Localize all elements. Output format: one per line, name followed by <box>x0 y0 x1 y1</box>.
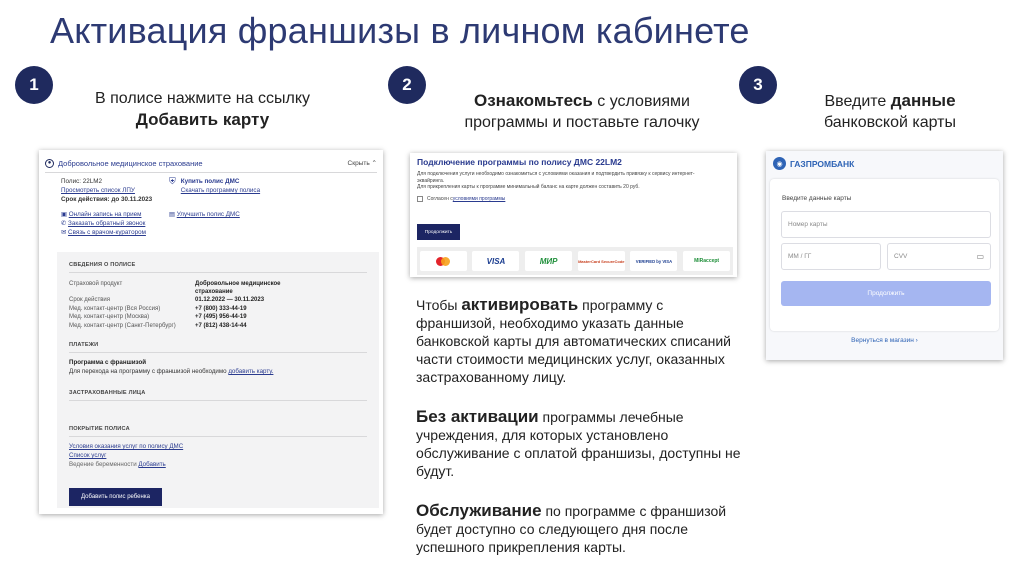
terms-link[interactable]: условиями программы <box>452 196 506 202</box>
improve-policy-link[interactable]: Улучшить полис ДМС <box>176 211 240 218</box>
coverage-links <box>69 442 183 469</box>
step-3-text-2: банковской карты <box>823 114 956 131</box>
buy-policy-link[interactable]: Купить полис ДМС <box>180 178 240 185</box>
franchise-block <box>69 358 273 376</box>
submit-card-button[interactable]: Продолжить <box>781 281 991 306</box>
service-bold: Обслуживание <box>416 501 542 520</box>
step-3-caption <box>790 90 990 133</box>
step-2-text-2: программы и поставьте галочку <box>464 114 700 131</box>
card-form <box>770 179 999 331</box>
online-booking-link[interactable]: Онлайн запись на прием <box>68 211 142 218</box>
step-3-bold: данные <box>890 91 956 110</box>
row-label: Мед. контакт-центр (Москва) <box>69 314 150 320</box>
add-child-policy-button[interactable]: Добавить полис ребенка <box>69 488 162 506</box>
step-3-marker: 3 <box>739 66 777 104</box>
without-activation-bold: Без активации <box>416 407 539 426</box>
franchise-text: Для перехода на программу с франшизой необходимо <box>69 368 229 375</box>
service-note: Обслуживание по программе с франшизой будет доступно со следующего дня после успешного прикрепления карты. <box>416 501 727 555</box>
add-card-link[interactable]: добавить карту. <box>228 368 274 375</box>
step-1-bold: Добавить карту <box>135 110 270 129</box>
phone-icon: ✆ <box>61 220 67 227</box>
program-screenshot <box>410 153 737 277</box>
bank-emblem-icon: ◉ <box>773 157 786 170</box>
chat-icon: ✉ <box>61 229 67 236</box>
policy-header <box>45 157 377 169</box>
card-number-input[interactable]: Номер карты <box>781 211 991 238</box>
verified-by-visa-logo: VERIFIED by VISA <box>630 251 677 271</box>
section-insured: ЗАСТРАХОВАННЫЕ ЛИЦА <box>69 390 146 396</box>
card-entry-screenshot <box>766 151 1003 360</box>
mastercard-securecode-logo: MasterCard SecureCode <box>578 251 625 271</box>
section-policy-info: СВЕДЕНИЯ О ПОЛИСЕ <box>69 262 136 268</box>
policy-header-title: Добровольное медицинское страхование <box>58 158 203 168</box>
callback-link[interactable]: Заказать обратный звонок <box>68 220 146 227</box>
policy-details-panel <box>57 252 379 508</box>
policy-rows <box>69 280 291 330</box>
policy-circle-icon: ● <box>45 159 54 168</box>
pregnancy-label: Ведение беременности <box>69 461 137 468</box>
page-title: Активация франшизы в личном кабинете <box>50 10 750 51</box>
step-2-bold: Ознакомьтесь <box>473 91 593 110</box>
chevron-up-icon: ⌃ <box>371 160 377 167</box>
mastercard-logo <box>420 251 467 271</box>
step-2-text: с условиями <box>592 93 690 110</box>
step-3-text: Введите <box>824 93 891 110</box>
step-2-caption <box>432 90 732 133</box>
row-label: Мед. контакт-центр (Санкт-Петербург) <box>69 322 176 329</box>
row-value: +7 (495) 956-44-19 <box>195 314 247 320</box>
view-clinics-link[interactable]: Просмотреть список ЛПУ <box>61 187 135 194</box>
cvv-input[interactable] <box>887 243 991 270</box>
conditions-link[interactable]: Условия оказания услуг по полису ДМС <box>69 443 184 450</box>
row-label: Страховой продукт <box>69 281 123 287</box>
row-label: Мед. контакт-центр (Вся Россия) <box>69 305 161 312</box>
expiry-input[interactable]: ММ / ГГ <box>781 243 881 270</box>
policy-screenshot <box>39 150 383 514</box>
collapse-button[interactable]: Скрыть ⌃ <box>347 160 377 167</box>
section-coverage: ПОКРЫТИЕ ПОЛИСА <box>69 426 130 432</box>
without-activation-note: Без активации программы лечебные учреждения, для которых установлено обслуживание с оплатой франшизы, доступны не будут. <box>416 407 741 479</box>
bank-name: ГАЗПРОМБАНК <box>790 158 855 169</box>
agree-label: Согласен с <box>427 196 453 202</box>
curator-link[interactable]: Связь с врачом-куратором <box>68 229 146 236</box>
bank-logo <box>773 157 854 170</box>
policy-validity: Срок действия: до 30.11.2023 <box>61 196 153 203</box>
step-1-caption <box>60 88 345 131</box>
mir-logo: МИР <box>525 251 572 271</box>
program-heading: Подключение программы по полису ДМС 22LM2 <box>417 157 622 167</box>
shield-icon: ⛨ <box>169 176 176 186</box>
step-1-text: В полисе нажмите на ссылку <box>94 90 310 107</box>
row-value: Добровольное медицинское страхование <box>195 281 281 295</box>
return-to-shop-link[interactable]: Вернуться в магазин › <box>851 337 918 344</box>
cvv-placeholder: CVV <box>894 253 908 260</box>
payment-logos <box>417 247 733 275</box>
checkbox-icon[interactable] <box>417 196 423 202</box>
activation-note: Чтобы активировать программу с франшизой, необходимо указать данные банковской карты для автоматических списаний части стоимости медицинских услуг, оказанных застрахованному лицу. <box>416 295 731 385</box>
document-icon: ▤ <box>169 211 175 218</box>
policy-number: Полис: 22LM2 <box>61 178 102 185</box>
actions-list <box>61 210 146 237</box>
policy-info <box>61 177 152 204</box>
program-para-1: Для подключения услуги необходимо ознакомиться с условиями оказания и подтвердить привязку к сервису интернет-эквайринга. <box>417 171 695 184</box>
card-form-title: Введите данные карты <box>782 195 852 202</box>
row-label: Срок действия <box>69 297 111 303</box>
program-para-2: Для прикрепления карты к программе минимальный баланс на карте должен составить 20 руб. <box>417 184 640 190</box>
franchise-program: Программа с франшизой <box>69 359 147 366</box>
buy-block <box>169 177 260 195</box>
mir-accept-logo: MIRaccept <box>683 251 730 271</box>
step-1-marker: 1 <box>15 66 53 104</box>
program-description <box>417 171 717 191</box>
step-2-marker: 2 <box>388 66 426 104</box>
services-list-link[interactable]: Список услуг <box>69 452 107 459</box>
download-program-link[interactable]: Скачать программу полиса <box>180 187 261 194</box>
row-value: +7 (812) 438-14-44 <box>195 322 247 329</box>
activate-bold: активировать <box>461 295 579 314</box>
agree-checkbox[interactable] <box>417 196 505 202</box>
improve-block <box>169 210 240 219</box>
visa-logo: VISA <box>472 251 519 271</box>
calendar-icon: ▣ <box>61 211 67 218</box>
row-value: +7 (800) 333-44-19 <box>195 305 247 312</box>
card-icon: ▭ <box>976 252 984 261</box>
row-value: 01.12.2022 — 30.11.2023 <box>195 297 265 303</box>
add-pregnancy-link[interactable]: Добавить <box>138 461 166 468</box>
continue-button[interactable]: Продолжить <box>417 224 460 240</box>
section-payments: ПЛАТЕЖИ <box>69 342 99 348</box>
